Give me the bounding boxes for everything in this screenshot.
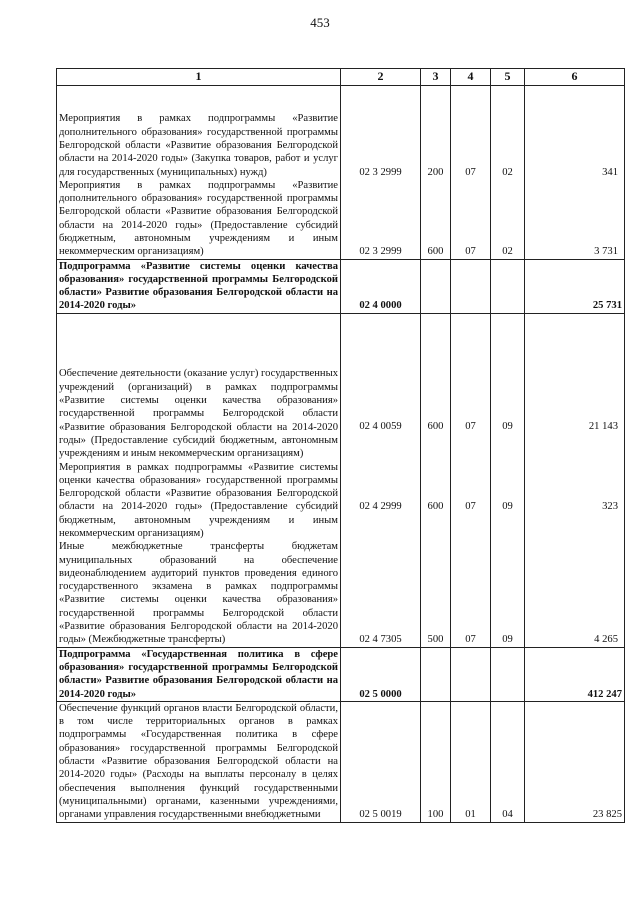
- amount-value: 21 143: [588, 420, 618, 432]
- code-value: 02 5 0019: [341, 701, 421, 822]
- amount-value: 341: [602, 167, 618, 178]
- table-row: [57, 313, 625, 647]
- subsection-value: 09: [502, 634, 513, 646]
- amount-cell: [525, 86, 625, 260]
- column-header: 1: [57, 69, 341, 86]
- section-value: 07: [465, 167, 476, 178]
- table-row: [57, 701, 625, 822]
- subsection-value: [491, 647, 525, 701]
- table-header-row: [57, 69, 625, 86]
- subsection-cell: [491, 86, 525, 260]
- row-description: Обеспечение функций органов власти Белгородской области, в том числе территориальных органов в рамках подпрограммы «Государственная политика в сфере образования» государственной программы Белгородской области «Развитие образования Белгородской области на 2014-2020 годы» (Расходы на выплаты персоналу в целях обеспечения выполнения функций государственными (муниципальными) органами, казенными учреждениями, органами управления государственными внебюджетными: [57, 701, 341, 822]
- page-number: 453: [310, 15, 330, 30]
- table-row: [57, 86, 625, 260]
- section-cell: [451, 313, 491, 647]
- subsection-value: 09: [502, 501, 513, 513]
- type-cell: [421, 313, 451, 647]
- amount-value: 3 731: [594, 246, 618, 258]
- item-text: Мероприятия в рамках подпрограммы «Развитие дополнительного образования» государственной программы Белгородской области «Развитие образования Белгородской области на 2014-2020 годы» (Закупка товаров, работ и услуг для государственных (муниципальных) нужд): [59, 113, 338, 178]
- amount-value: 323: [602, 501, 618, 513]
- type-value: 600: [427, 246, 444, 258]
- code-value: 02 4 0000: [341, 259, 421, 313]
- section-value: 01: [451, 701, 491, 822]
- code-value: 02 4 0059: [359, 420, 402, 432]
- type-value: 500: [427, 634, 444, 646]
- budget-table: [56, 68, 625, 823]
- amount-cell: [525, 313, 625, 647]
- section-value: [451, 647, 491, 701]
- type-cell: [421, 86, 451, 260]
- type-value: [421, 259, 451, 313]
- item-text: Обеспечение деятельности (оказание услуг) государственных учреждений (организаций) в рамках подпрограммы «Развитие системы оценки качества образования» государственной программы Белгородской области «Развитие образования Белгородской области на 2014-2020 годы» (Предоставление субсидий бюджетным, автономным учреждениям и иным некоммерческим организациям): [59, 368, 338, 460]
- item-text: Мероприятия в рамках подпрограммы «Развитие системы оценки качества образования» государственной программы Белгородской области «Развитие образования Белгородской области на 2014-2020 годы» (Предоставление субсидий бюджетным, автономным учреждениям и иным некоммерческим организациям): [59, 461, 338, 539]
- row-description: Подпрограмма «Государственная политика в сфере образования» государственной программы Белгородской области» Развитие образования Белгородской области на 2014-2020 годы»: [57, 647, 341, 701]
- subsection-value: 02: [502, 246, 513, 258]
- type-value: 100: [421, 701, 451, 822]
- column-header: 3: [421, 69, 451, 86]
- code-value: 02 4 2999: [359, 501, 402, 513]
- column-header: 4: [451, 69, 491, 86]
- code-value: 02 4 7305: [359, 634, 402, 646]
- column-header: 2: [341, 69, 421, 86]
- subprogram-row: [57, 647, 625, 701]
- code-value: 02 3 2999: [359, 167, 402, 178]
- type-value: 600: [427, 420, 444, 432]
- row-description: [57, 313, 341, 647]
- section-value: 07: [465, 634, 476, 646]
- subsection-value: 09: [502, 420, 513, 432]
- section-value: 07: [465, 420, 476, 432]
- subsection-value: [491, 259, 525, 313]
- item-text: Иные межбюджетные трансферты бюджетам муниципальных образований на обеспечение видеонаблюдением аудиторий пунктов проведения единого государственного экзамена в рамках подпрограммы «Развитие системы оценки качества образования» государственной программы Белгородской области «Развитие образования Белгородской области на 2014-2020 годы» (Межбюджетные трансферты): [59, 541, 338, 646]
- amount-value: 412 247: [525, 647, 625, 701]
- section-value: 07: [465, 246, 476, 258]
- row-description: [57, 86, 341, 260]
- type-value: [421, 647, 451, 701]
- column-header: 6: [525, 69, 625, 86]
- amount-value: 23 825: [525, 701, 625, 822]
- code-value: 02 3 2999: [359, 246, 402, 258]
- section-value: 07: [465, 501, 476, 513]
- code-value: 02 5 0000: [341, 647, 421, 701]
- subprogram-row: [57, 259, 625, 313]
- subsection-cell: [491, 313, 525, 647]
- type-value: 200: [427, 167, 444, 178]
- amount-value: 4 265: [594, 634, 618, 646]
- row-description: Подпрограмма «Развитие системы оценки качества образования» государственной программы Белгородской области» Развитие образования Белгородской области на 2014-2020 годы»: [57, 259, 341, 313]
- type-value: 600: [427, 501, 444, 513]
- subsection-value: 02: [502, 167, 513, 178]
- section-value: [451, 259, 491, 313]
- column-header: 5: [491, 69, 525, 86]
- section-cell: [451, 86, 491, 260]
- item-text: Мероприятия в рамках подпрограммы «Развитие дополнительного образования» государственной программы Белгородской области «Развитие образования Белгородской области на 2014-2020 годы» (Предоставление субсидий бюджетным, автономным учреждениям и иным некоммерческим организациям): [59, 179, 338, 258]
- subsection-value: 04: [491, 701, 525, 822]
- code-cell: [341, 86, 421, 260]
- code-cell: [341, 313, 421, 647]
- amount-value: 25 731: [525, 259, 625, 313]
